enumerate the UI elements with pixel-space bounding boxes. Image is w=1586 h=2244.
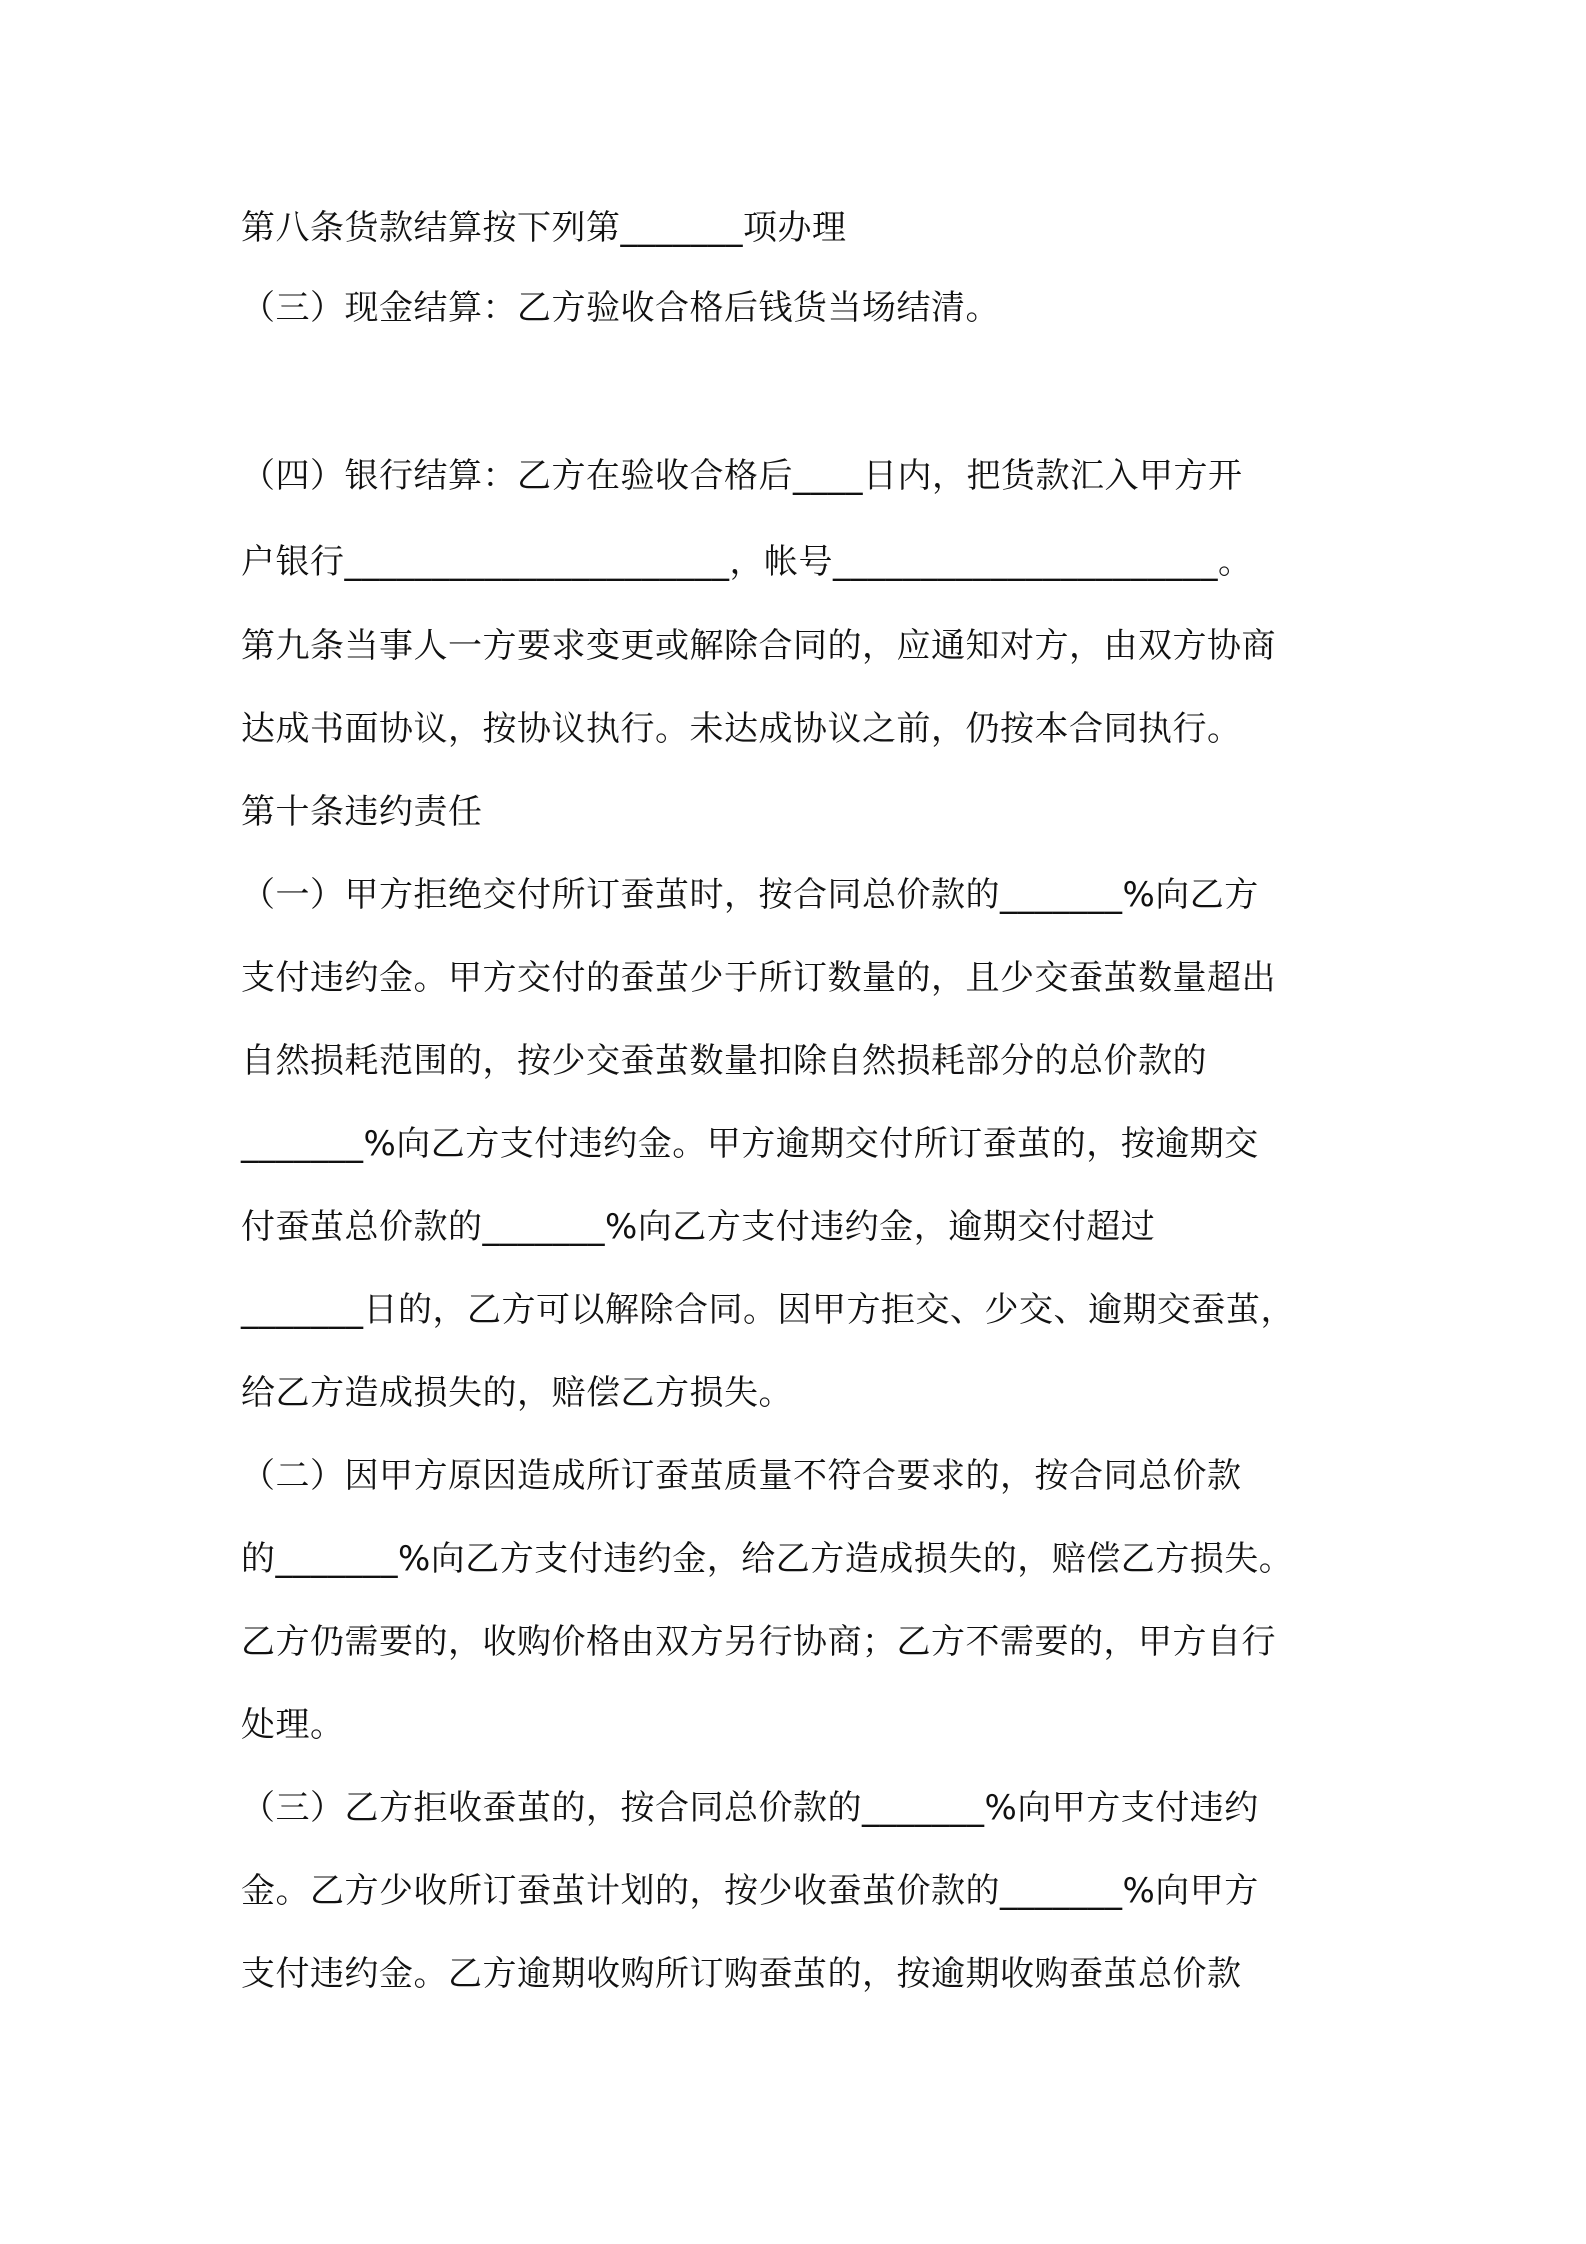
text-line-article-9-cont: 达成书面协议，按协议执行。未达成协议之前，仍按本合同执行。 bbox=[241, 709, 1242, 749]
text-line-clause-1-cont: 付蚕茧总价款的_______%向乙方支付违约金，逾期交付超过 bbox=[241, 1207, 1156, 1247]
text-line-bank-settlement: （四）银行结算：乙方在验收合格后____日内，把货款汇入甲方开 bbox=[241, 456, 1243, 496]
text-line-clause-2-cont: 乙方仍需要的，收购价格由双方另行协商；乙方不需要的，甲方自行 bbox=[241, 1622, 1276, 1662]
text-line-cash-settlement: （三）现金结算：乙方验收合格后钱货当场结清。 bbox=[241, 288, 1000, 328]
text-line-clause-1-cont: 给乙方造成损失的，赔偿乙方损失。 bbox=[241, 1373, 793, 1413]
text-line-clause-2-cont: 的_______%向乙方支付违约金，给乙方造成损失的，赔偿乙方损失。 bbox=[241, 1539, 1294, 1579]
text-line-article-8: 第八条货款结算按下列第_______项办理 bbox=[241, 208, 847, 248]
text-line-clause-1-cont: _______%向乙方支付违约金。甲方逾期交付所订蚕茧的，按逾期交 bbox=[241, 1124, 1259, 1164]
text-line-clause-3-cont: 金。乙方少收所订蚕茧计划的，按少收蚕茧价款的_______%向甲方 bbox=[241, 1871, 1259, 1911]
text-line-clause-2: （二）因甲方原因造成所订蚕茧质量不符合要求的，按合同总价款 bbox=[241, 1456, 1242, 1496]
section-heading-article-10: 第十条违约责任 bbox=[241, 792, 483, 832]
text-line-clause-2-cont: 处理。 bbox=[241, 1705, 345, 1745]
text-line-clause-3: （三）乙方拒收蚕茧的，按合同总价款的_______%向甲方支付违约 bbox=[241, 1788, 1259, 1828]
text-line-clause-1-cont: 支付违约金。甲方交付的蚕茧少于所订数量的，且少交蚕茧数量超出 bbox=[241, 958, 1276, 998]
text-line-clause-3-cont: 支付违约金。乙方逾期收购所订购蚕茧的，按逾期收购蚕茧总价款 bbox=[241, 1954, 1242, 1994]
text-line-clause-1-cont: _______日的，乙方可以解除合同。因甲方拒交、少交、逾期交蚕茧， bbox=[241, 1290, 1295, 1330]
text-line-bank-account: 户银行______________________，帐号______________________。 bbox=[241, 542, 1253, 582]
text-line-clause-1: （一）甲方拒绝交付所订蚕茧时，按合同总价款的_______%向乙方 bbox=[241, 875, 1259, 915]
text-line-clause-1-cont: 自然损耗范围的，按少交蚕茧数量扣除自然损耗部分的总价款的 bbox=[241, 1041, 1207, 1081]
text-line-article-9: 第九条当事人一方要求变更或解除合同的，应通知对方，由双方协商 bbox=[241, 626, 1276, 666]
